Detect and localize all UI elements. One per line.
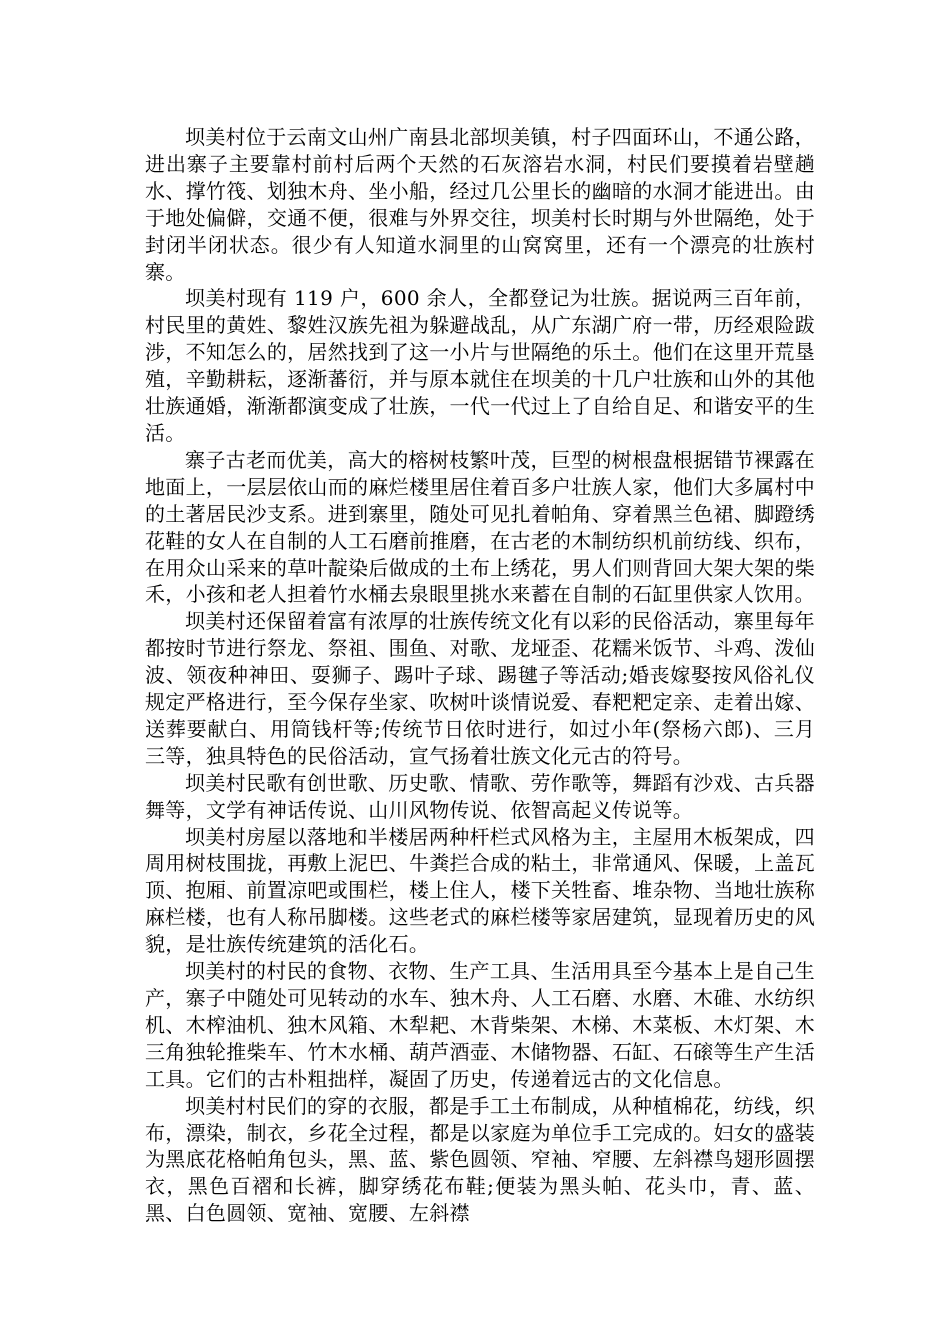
- paragraph-architecture: 坝美村房屋以落地和半楼居两种杆栏式风格为主，主屋用木板架成，四周用树枝围拢，再敷上泥巴、牛粪拦合成的粘土，非常通风、保暖，上盖瓦顶、抱厢、前置凉吧或围栏，楼上住人，楼下关牲畜、堆杂物、当地壮族称麻栏楼，也有人称吊脚楼。这些老式的麻栏楼等家居建筑，显现着历史的风貌，是壮族传统建筑的活化石。: [145, 824, 815, 957]
- paragraph-intro: 坝美村位于云南文山州广南县北部坝美镇，村子四面环山，不通公路，进出寨子主要靠村前村后两个天然的石灰溶岩水洞，村民们要摸着岩壁趟水、撑竹筏、划独木舟、坐小船，经过几公里长的幽暗的水洞才能进出。由于地处偏僻，交通不便，很难与外界交往，坝美村长时期与外世隔绝，处于封闭半闭状态。很少有人知道水洞里的山窝窝里，还有一个漂亮的壮族村寨。: [145, 125, 815, 284]
- paragraph-population: 坝美村现有 119 户，600 余人，全都登记为壮族。据说两三百年前，村民里的黄姓、黎姓汉族先祖为躲避战乱，从广东湖广府一带，历经艰险跋涉，不知怎么的，居然找到了这一小片与世隔绝的乐土。他们在这里开荒垦殖，辛勤耕耘，逐渐蕃衍，并与原本就住在坝美的十几户壮族和山外的其他壮族通婚，渐渐都演变成了壮族，一代一代过上了自给自足、和谐安平的生活。: [145, 286, 815, 445]
- paragraph-clothing: 坝美村村民们的穿的衣服，都是手工土布制成，从种植棉花，纺线，织布，漂染，制衣，乡花全过程，都是以家庭为单位手工完成的。妇女的盛装为黑底花格帕角包头，黑、蓝、紫色圆领、窄袖、窄腰、左斜襟鸟翅形圆摆衣，黑色百褶和长裤，脚穿绣花布鞋;便装为黑头帕、花头巾，青、蓝、黑、白色圆领、宽袖、宽腰、左斜襟: [145, 1093, 815, 1226]
- document-body: [145, 124, 815, 1227]
- paragraph-folk-customs: 坝美村还保留着富有浓厚的壮族传统文化有以彩的民俗活动，寨里每年都按时节进行祭龙、祭祖、围鱼、对歌、龙垭歪、花糯米饭节、斗鸡、泼仙波、领夜种神田、耍狮子、踢叶子球、踢毽子等活动;婚丧嫁娶按风俗礼仪规定严格进行，至今保存坐家、吹树叶谈情说爱、春粑粑定亲、走着出嫁、送葬要献白、用筒钱杆等;传统节日依时进行，如过小年(祭杨六郎)、三月三等，独具特色的民俗活动，宣气扬着壮族文化元古的符号。: [145, 609, 815, 768]
- paragraph-village-scene: 寨子古老而优美，高大的榕树枝繁叶茂，巨型的树根盘根据错节裸露在地面上，一层层依山而的麻烂楼里居住着百多户壮族人家，他们大多属村中的土著居民沙支系。进到寨里，随处可见扎着帕角、穿着黑兰色裙、脚蹬绣花鞋的女人在自制的人工石磨前推磨，在古老的木制纺织机前纺线、织布，在用众山采来的草叶靛染后做成的土布上绣花，男人们则背回大架大架的柴禾，小孩和老人担着竹水桶去泉眼里挑水来蓄在自制的石缸里供家人饮用。: [145, 447, 815, 607]
- paragraph-tools: 坝美村的村民的食物、衣物、生产工具、生活用具至今基本上是自己生产，寨子中随处可见转动的水车、独木舟、人工石磨、水磨、木碓、水纺织机、木榨油机、独木风箱、木犁耙、木背柴架、木梯、木菜板、木灯架、木三角独轮推柴车、竹木水桶、葫芦酒壶、木储物器、石缸、石磙等生产生活工具。它们的古朴粗拙样，凝固了历史，传递着远古的文化信息。: [145, 959, 815, 1091]
- paragraph-folk-songs: 坝美村民歌有创世歌、历史歌、情歌、劳作歌等，舞蹈有沙戏、古兵器舞等，文学有神话传说、山川风物传说、依智高起义传说等。: [145, 770, 815, 822]
